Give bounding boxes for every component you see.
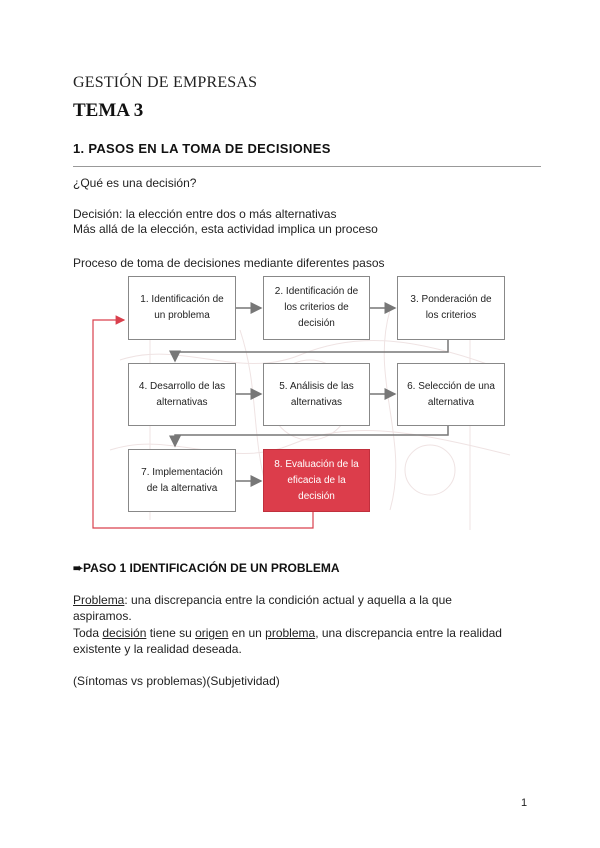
arrow-6-7: [175, 426, 448, 446]
diagram-caption: Proceso de toma de decisiones mediante diferentes pasos: [73, 256, 385, 270]
process-note: Más allá de la elección, esta actividad implica un proceso: [73, 222, 378, 236]
decision-origin-line: [73, 626, 543, 641]
section-divider: [73, 166, 541, 167]
step-8-box: 8. Evaluación de la eficacia de la decisión: [263, 449, 370, 512]
problem-definition-line1: [73, 593, 543, 608]
symptoms-note: (Síntomas vs problemas)(Subjetividad): [73, 674, 280, 688]
course-title: GESTIÓN DE EMPRESAS: [73, 74, 258, 91]
step-7-box: 7. Implementación de la alternativa: [128, 449, 236, 512]
problem-definition-line2: aspiramos.: [73, 609, 132, 623]
text-fragment: en un: [228, 626, 266, 640]
text-fragment: tiene su: [146, 626, 196, 640]
intro-question: ¿Qué es una decisión?: [73, 176, 197, 190]
topic-title: TEMA 3: [73, 100, 144, 121]
decision-term: decisión: [102, 626, 147, 640]
page-number: 1: [521, 797, 528, 809]
step-5-box: 5. Análisis de las alternativas: [263, 363, 370, 426]
section-heading: 1. PASOS EN LA TOMA DE DECISIONES: [73, 141, 331, 156]
problem-term: Problema: [73, 593, 125, 607]
problem-term-2: problema: [265, 626, 316, 640]
text-fragment: , una discrepancia entre la realidad: [315, 626, 502, 640]
step1-heading: ➨PASO 1 IDENTIFICACIÓN DE UN PROBLEMA: [73, 561, 340, 575]
step-2-box: 2. Identificación de los criterios de decisión: [263, 276, 370, 340]
text-fragment: Toda: [73, 626, 103, 640]
step-6-box: 6. Selección de una alternativa: [397, 363, 505, 426]
problem-def-text: : una discrepancia entre la condición actual y aquella a la que: [124, 593, 452, 607]
step-1-box: 1. Identificación de un problema: [128, 276, 236, 340]
reality-line: existente y la realidad deseada.: [73, 642, 242, 656]
origin-term: origen: [195, 626, 229, 640]
step-4-box: 4. Desarrollo de las alternativas: [128, 363, 236, 426]
decision-process-diagram: [90, 270, 530, 532]
decision-definition: Decisión: la elección entre dos o más alternativas: [73, 207, 337, 221]
step-3-box: 3. Ponderación de los criterios: [397, 276, 505, 340]
